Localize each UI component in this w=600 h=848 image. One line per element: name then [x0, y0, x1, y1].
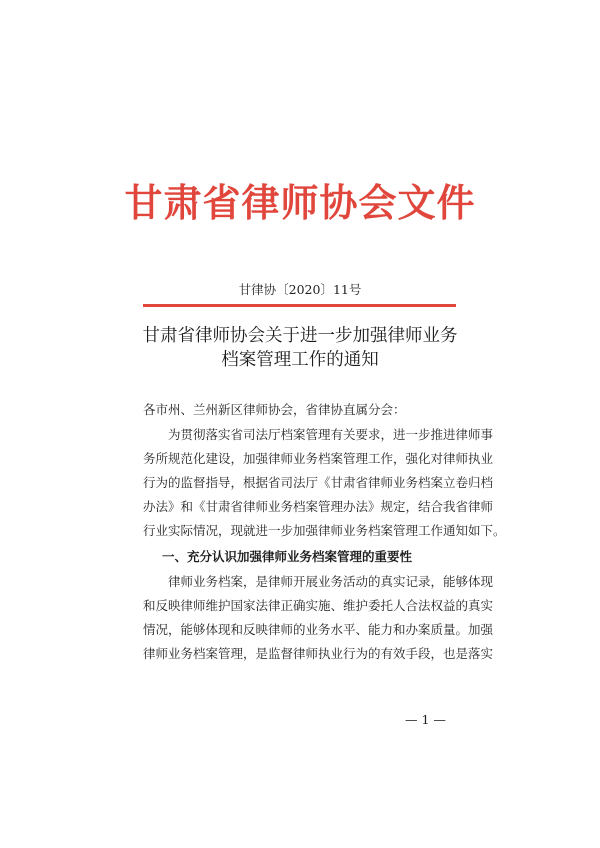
paragraph-line: 行业实际情况，现就进一步加强律师业务档案管理工作通知如下。 [143, 523, 506, 538]
paragraph-line: 务所规范化建设，加强律师业务档案管理工作，强化对律师执业 [143, 451, 494, 466]
section-heading: 一、充分认识加强律师业务档案管理的重要性 [162, 549, 413, 564]
paragraph-line: 律师业务档案，是律师开展业务活动的真实记录，能够体现 [143, 574, 494, 589]
page-number: — 1 — [405, 712, 446, 727]
salutation: 各市州、兰州新区律师协会，省律协直属分会： [143, 402, 406, 417]
paragraph-line: 律师业务档案管理，是监督律师执业行为的有效手段，也是落实 [143, 646, 494, 661]
paragraph-line: 办法》和《甘肃省律师业务档案管理办法》规定，结合我省律师 [143, 499, 494, 514]
title-line: 档案管理工作的通知 [221, 350, 379, 370]
document-number: 甘律协〔2020〕11号 [238, 282, 362, 297]
intro-paragraph [143, 423, 506, 543]
paragraph-line: 和反映律师维护国家法律正确实施、维护委托人合法权益的真实 [143, 598, 494, 613]
document-title [0, 324, 600, 372]
red-divider-rule [143, 304, 456, 307]
paragraph-line: 情况，能够体现和反映律师的业务水平、能力和办案质量。加强 [143, 622, 494, 637]
paragraph-line: 为贯彻落实省司法厅档案管理有关要求，进一步推进律师事 [143, 427, 494, 442]
masthead-title: 甘肃省律师协会文件 [124, 180, 476, 225]
section-paragraph [143, 570, 494, 666]
paragraph-line: 行为的监督指导，根据省司法厅《甘肃省律师业务档案立卷归档 [143, 475, 494, 490]
title-line: 甘肃省律师协会关于进一步加强律师业务 [142, 326, 458, 346]
